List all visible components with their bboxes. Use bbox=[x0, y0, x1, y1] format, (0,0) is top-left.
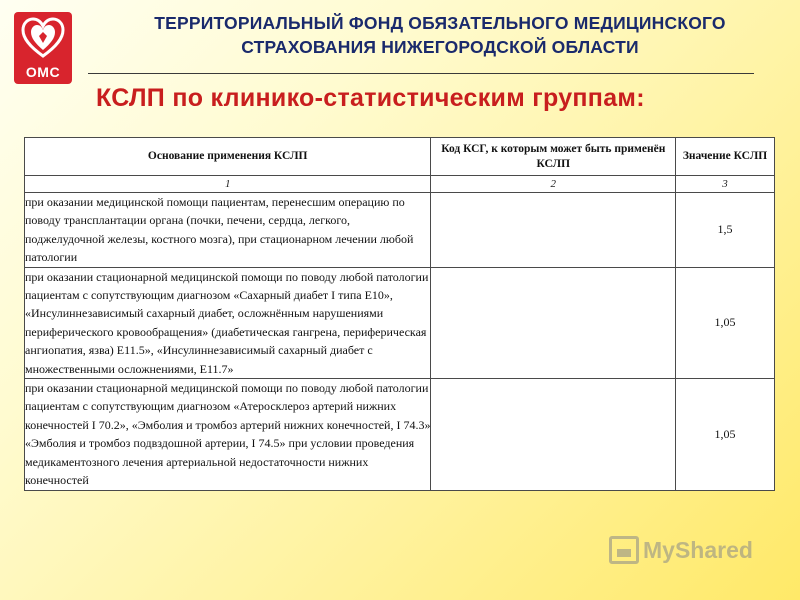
column-header-ksg-code: Код КСГ, к которым может быть применён КСЛП bbox=[431, 138, 676, 176]
column-header-basis: Основание применения КСЛП bbox=[25, 138, 431, 176]
presentation-icon bbox=[609, 536, 639, 564]
column-number-row bbox=[25, 176, 775, 193]
organization-name-line-1: ТЕРРИТОРИАЛЬНЫЙ ФОНД ОБЯЗАТЕЛЬНОГО МЕДИЦИНСКОГО bbox=[154, 13, 726, 33]
logo-label: ОМС bbox=[25, 64, 61, 80]
watermark bbox=[609, 536, 753, 564]
column-number: 2 bbox=[431, 176, 676, 193]
kslp-value-cell: 1,05 bbox=[676, 267, 775, 378]
column-number: 3 bbox=[676, 176, 775, 193]
column-header-kslp-value: Значение КСЛП bbox=[676, 138, 775, 176]
table-row bbox=[25, 267, 775, 378]
table-row bbox=[25, 193, 775, 268]
kslp-table bbox=[24, 137, 775, 491]
header-divider bbox=[88, 73, 754, 74]
watermark-text: MyShared bbox=[643, 536, 753, 563]
kslp-value-cell: 1,5 bbox=[676, 193, 775, 268]
table-header-row bbox=[25, 138, 775, 176]
table-row bbox=[25, 379, 775, 490]
ksg-code-cell bbox=[431, 267, 676, 378]
oms-logo bbox=[14, 12, 72, 84]
basis-cell: при оказании стационарной медицинской помощи по поводу любой патологии пациентам с сопутствующим диагнозом «Сахарный диабет I типа Е10», «Инсулиннезависимый сахарный диабет, осложнённым нарушениями периферического кровообращения» (диабетическая гангрена, периферическая ангиопатия, язва) Е11.5», «Инсулиннезависимый сахарный диабет с множественными осложнениями, Е11.7» bbox=[25, 267, 431, 378]
basis-cell: при оказании медицинской помощи пациентам, перенесшим операцию по поводу трансплантации органа (почки, печени, сердца, легкого, поджелудочной железы, костного мозга), при стационарном лечении любой патологии bbox=[25, 193, 431, 268]
kslp-value-cell: 1,05 bbox=[676, 379, 775, 490]
page-title: КСЛП по клинико-статистическим группам: bbox=[96, 84, 645, 112]
oms-emblem-icon bbox=[19, 16, 67, 60]
basis-cell: при оказании стационарной медицинской помощи по поводу любой патологии пациентам с сопутствующим диагнозом «Атеросклероз артерий нижних конечностей I 70.2», «Эмболия и тромбоз артерий нижних конечностей, I 74.3» «Эмболия и тромбоз подвздошной артерии, I 74.5» при условии проведения медикаментозного лечения артериальной недостаточности нижних конечностей bbox=[25, 379, 431, 490]
column-number: 1 bbox=[25, 176, 431, 193]
ksg-code-cell bbox=[431, 379, 676, 490]
organization-name-line-2: СТРАХОВАНИЯ НИЖЕГОРОДСКОЙ ОБЛАСТИ bbox=[241, 37, 639, 57]
ksg-code-cell bbox=[431, 193, 676, 268]
